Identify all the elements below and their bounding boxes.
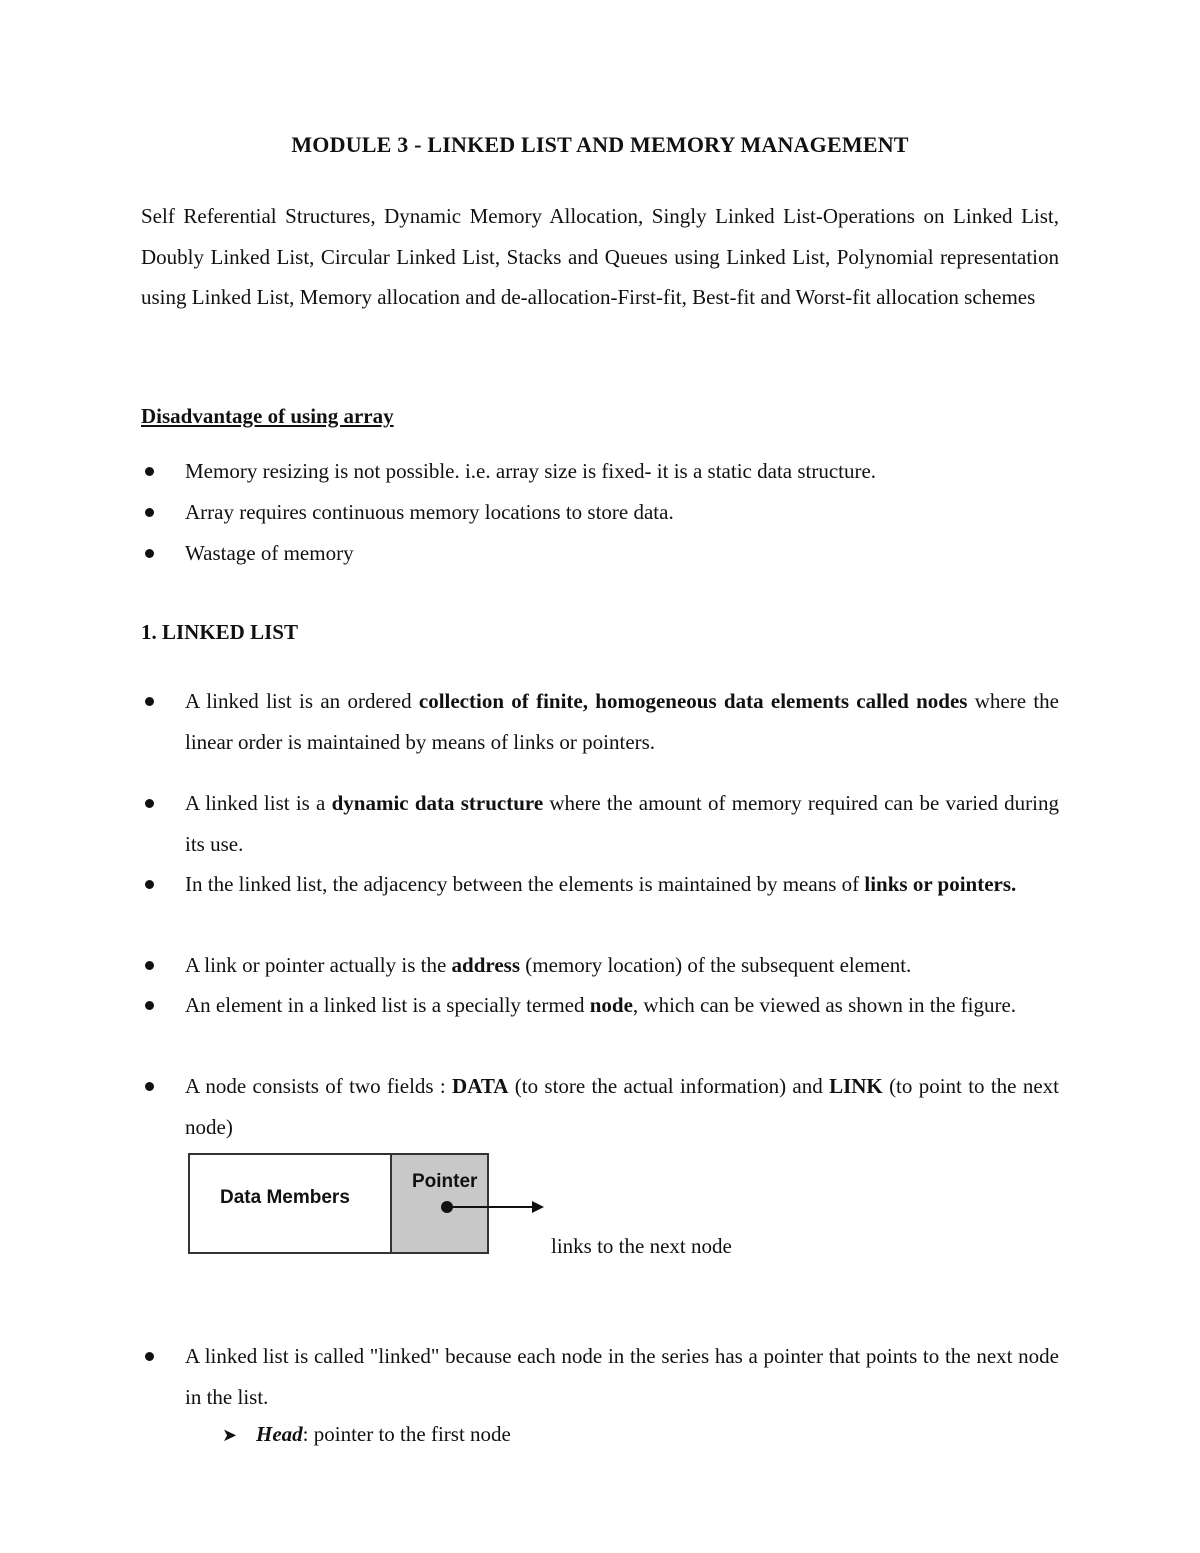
bullet-icon [145, 549, 154, 558]
pointer-arrow-icon [440, 1196, 546, 1218]
list-item: Array requires continuous memory locations to store data. [185, 492, 1059, 533]
figure-caption: links to the next node [551, 1234, 732, 1258]
bullet-icon [145, 1082, 154, 1091]
bullet-icon [145, 467, 154, 476]
section-heading: 1. LINKED LIST [141, 620, 298, 644]
list-item: A linked list is an ordered collection of finite, homogeneous data elements called nodes where the linear order is maintained by means of links or pointers. [185, 681, 1059, 762]
list-item: Wastage of memory [185, 533, 1059, 574]
list-item: A linked list is called "linked" because each node in the series has a pointer that points to the next node in the list. [185, 1336, 1059, 1417]
node-pointer-label: Pointer [412, 1171, 478, 1192]
list-item: A linked list is a dynamic data structure where the amount of memory required can be varied during its use. [185, 783, 1059, 864]
bullet-icon [145, 697, 154, 706]
list-item: In the linked list, the adjacency between the elements is maintained by means of links or pointers. [185, 864, 1059, 905]
bullet-icon [145, 961, 154, 970]
list-item: Memory resizing is not possible. i.e. array size is fixed- it is a static data structure. [185, 451, 1059, 492]
bullet-icon [145, 1352, 154, 1361]
module-intro: Self Referential Structures, Dynamic Memory Allocation, Singly Linked List-Operations on Linked List, Doubly Linked List, Circular Linked List, Stacks and Queues using Linked List, Polynomial representation using Linked List, Memory allocation and de-allocation-First-fit, Best-fit and Worst-fit allocation schemes [141, 204, 1059, 310]
sub-list-item: ➤ Head: pointer to the first node [222, 1422, 511, 1446]
list-item: A link or pointer actually is the address (memory location) of the subsequent element. [185, 945, 1059, 986]
bullet-icon [145, 799, 154, 808]
arrowhead-bullet-icon: ➤ [222, 1425, 238, 1446]
node-data-field [190, 1155, 390, 1252]
list-item: A node consists of two fields : DATA (to store the actual information) and LINK (to point to the next node) [185, 1066, 1059, 1147]
node-data-label: Data Members [220, 1187, 350, 1208]
bullet-icon [145, 880, 154, 889]
bullet-icon [145, 508, 154, 517]
page-title: MODULE 3 - LINKED LIST AND MEMORY MANAGEMENT [291, 132, 909, 157]
disadvantage-heading: Disadvantage of using array [141, 404, 394, 428]
bullet-icon [145, 1001, 154, 1010]
list-item: An element in a linked list is a specially termed node, which can be viewed as shown in the figure. [185, 985, 1059, 1026]
